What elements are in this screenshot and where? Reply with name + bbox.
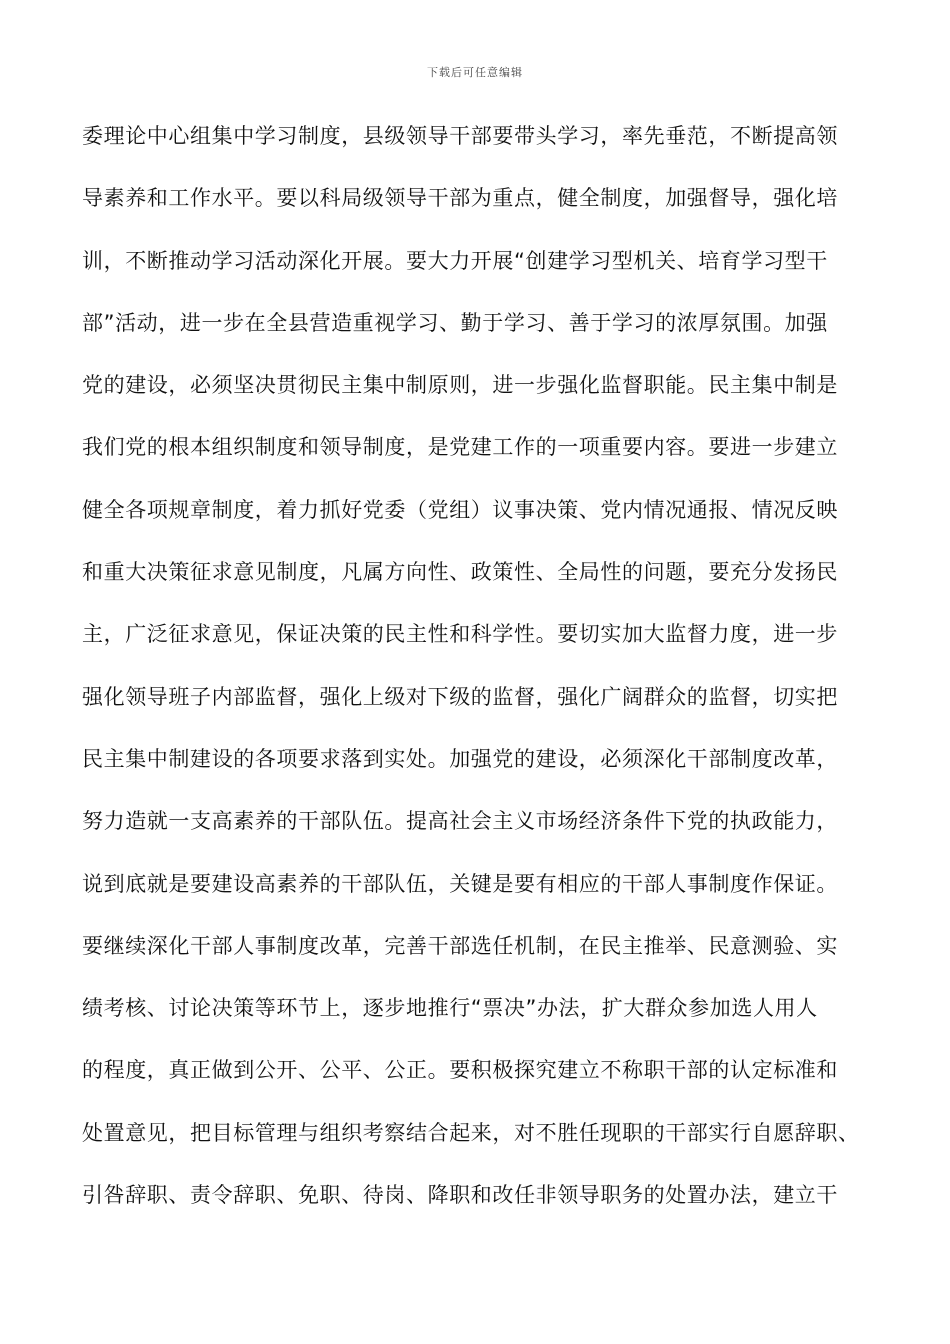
text-line: 部”活动，进一步在全县营造重视学习、勤于学习、善于学习的浓厚氛围。加强	[82, 310, 828, 335]
text-line: 要继续深化干部人事制度改革，完善干部选任机制，在民主推举、民意测验、实	[82, 933, 838, 958]
text-line: 强化领导班子内部监督，强化上级对下级的监督，强化广阔群众的监督，切实把	[82, 684, 838, 709]
text-line: 民主集中制建设的各项要求落到实处。加强党的建设，必须深化干部制度改革，	[82, 746, 838, 771]
text-line: 训，不断推动学习活动深化开展。要大力开展“创建学习型机关、培育学习型干	[82, 248, 828, 273]
text-line: 绩考核、讨论决策等环节上，逐步地推行“票决”办法，扩大群众参加选人用人	[82, 996, 818, 1021]
text-line: 的程度，真正做到公开、公平、公正。要积极探究建立不称职干部的认定标准和	[82, 1058, 838, 1083]
text-line: 导素养和工作水平。要以科局级领导干部为重点，健全制度，加强督导，强化培	[82, 186, 838, 211]
text-line: 处置意见，把目标管理与组织考察结合起来，对不胜任现职的干部实行自愿辞职、	[82, 1120, 860, 1145]
text-line: 和重大决策征求意见制度，凡属方向性、政策性、全局性的问题，要充分发扬民	[82, 560, 838, 585]
text-line: 委理论中心组集中学习制度，县级领导干部要带头学习，率先垂范，不断提高领	[82, 124, 838, 148]
text-line: 健全各项规章制度，着力抓好党委（党组）议事决策、党内情况通报、情况反映	[82, 497, 838, 522]
text-line: 我们党的根本组织制度和领导制度，是党建工作的一项重要内容。要进一步建立	[82, 435, 838, 460]
text-line: 党的建设，必须坚决贯彻民主集中制原则，进一步强化监督职能。民主集中制是	[82, 373, 838, 398]
text-line: 主，广泛征求意见，保证决策的民主性和科学性。要切实加大监督力度，进一步	[82, 622, 838, 647]
text-line: 引咎辞职、责令辞职、免职、待岗、降职和改任非领导职务的处置办法，建立干	[82, 1183, 838, 1208]
text-line: 努力造就一支高素养的干部队伍。提高社会主义市场经济条件下党的执政能力，	[82, 809, 838, 834]
document-body	[82, 118, 882, 1239]
text-line: 说到底就是要建设高素养的干部队伍，关键是要有相应的干部人事制度作保证。	[82, 871, 838, 896]
page-header: 下载后可任意编辑	[427, 66, 523, 79]
